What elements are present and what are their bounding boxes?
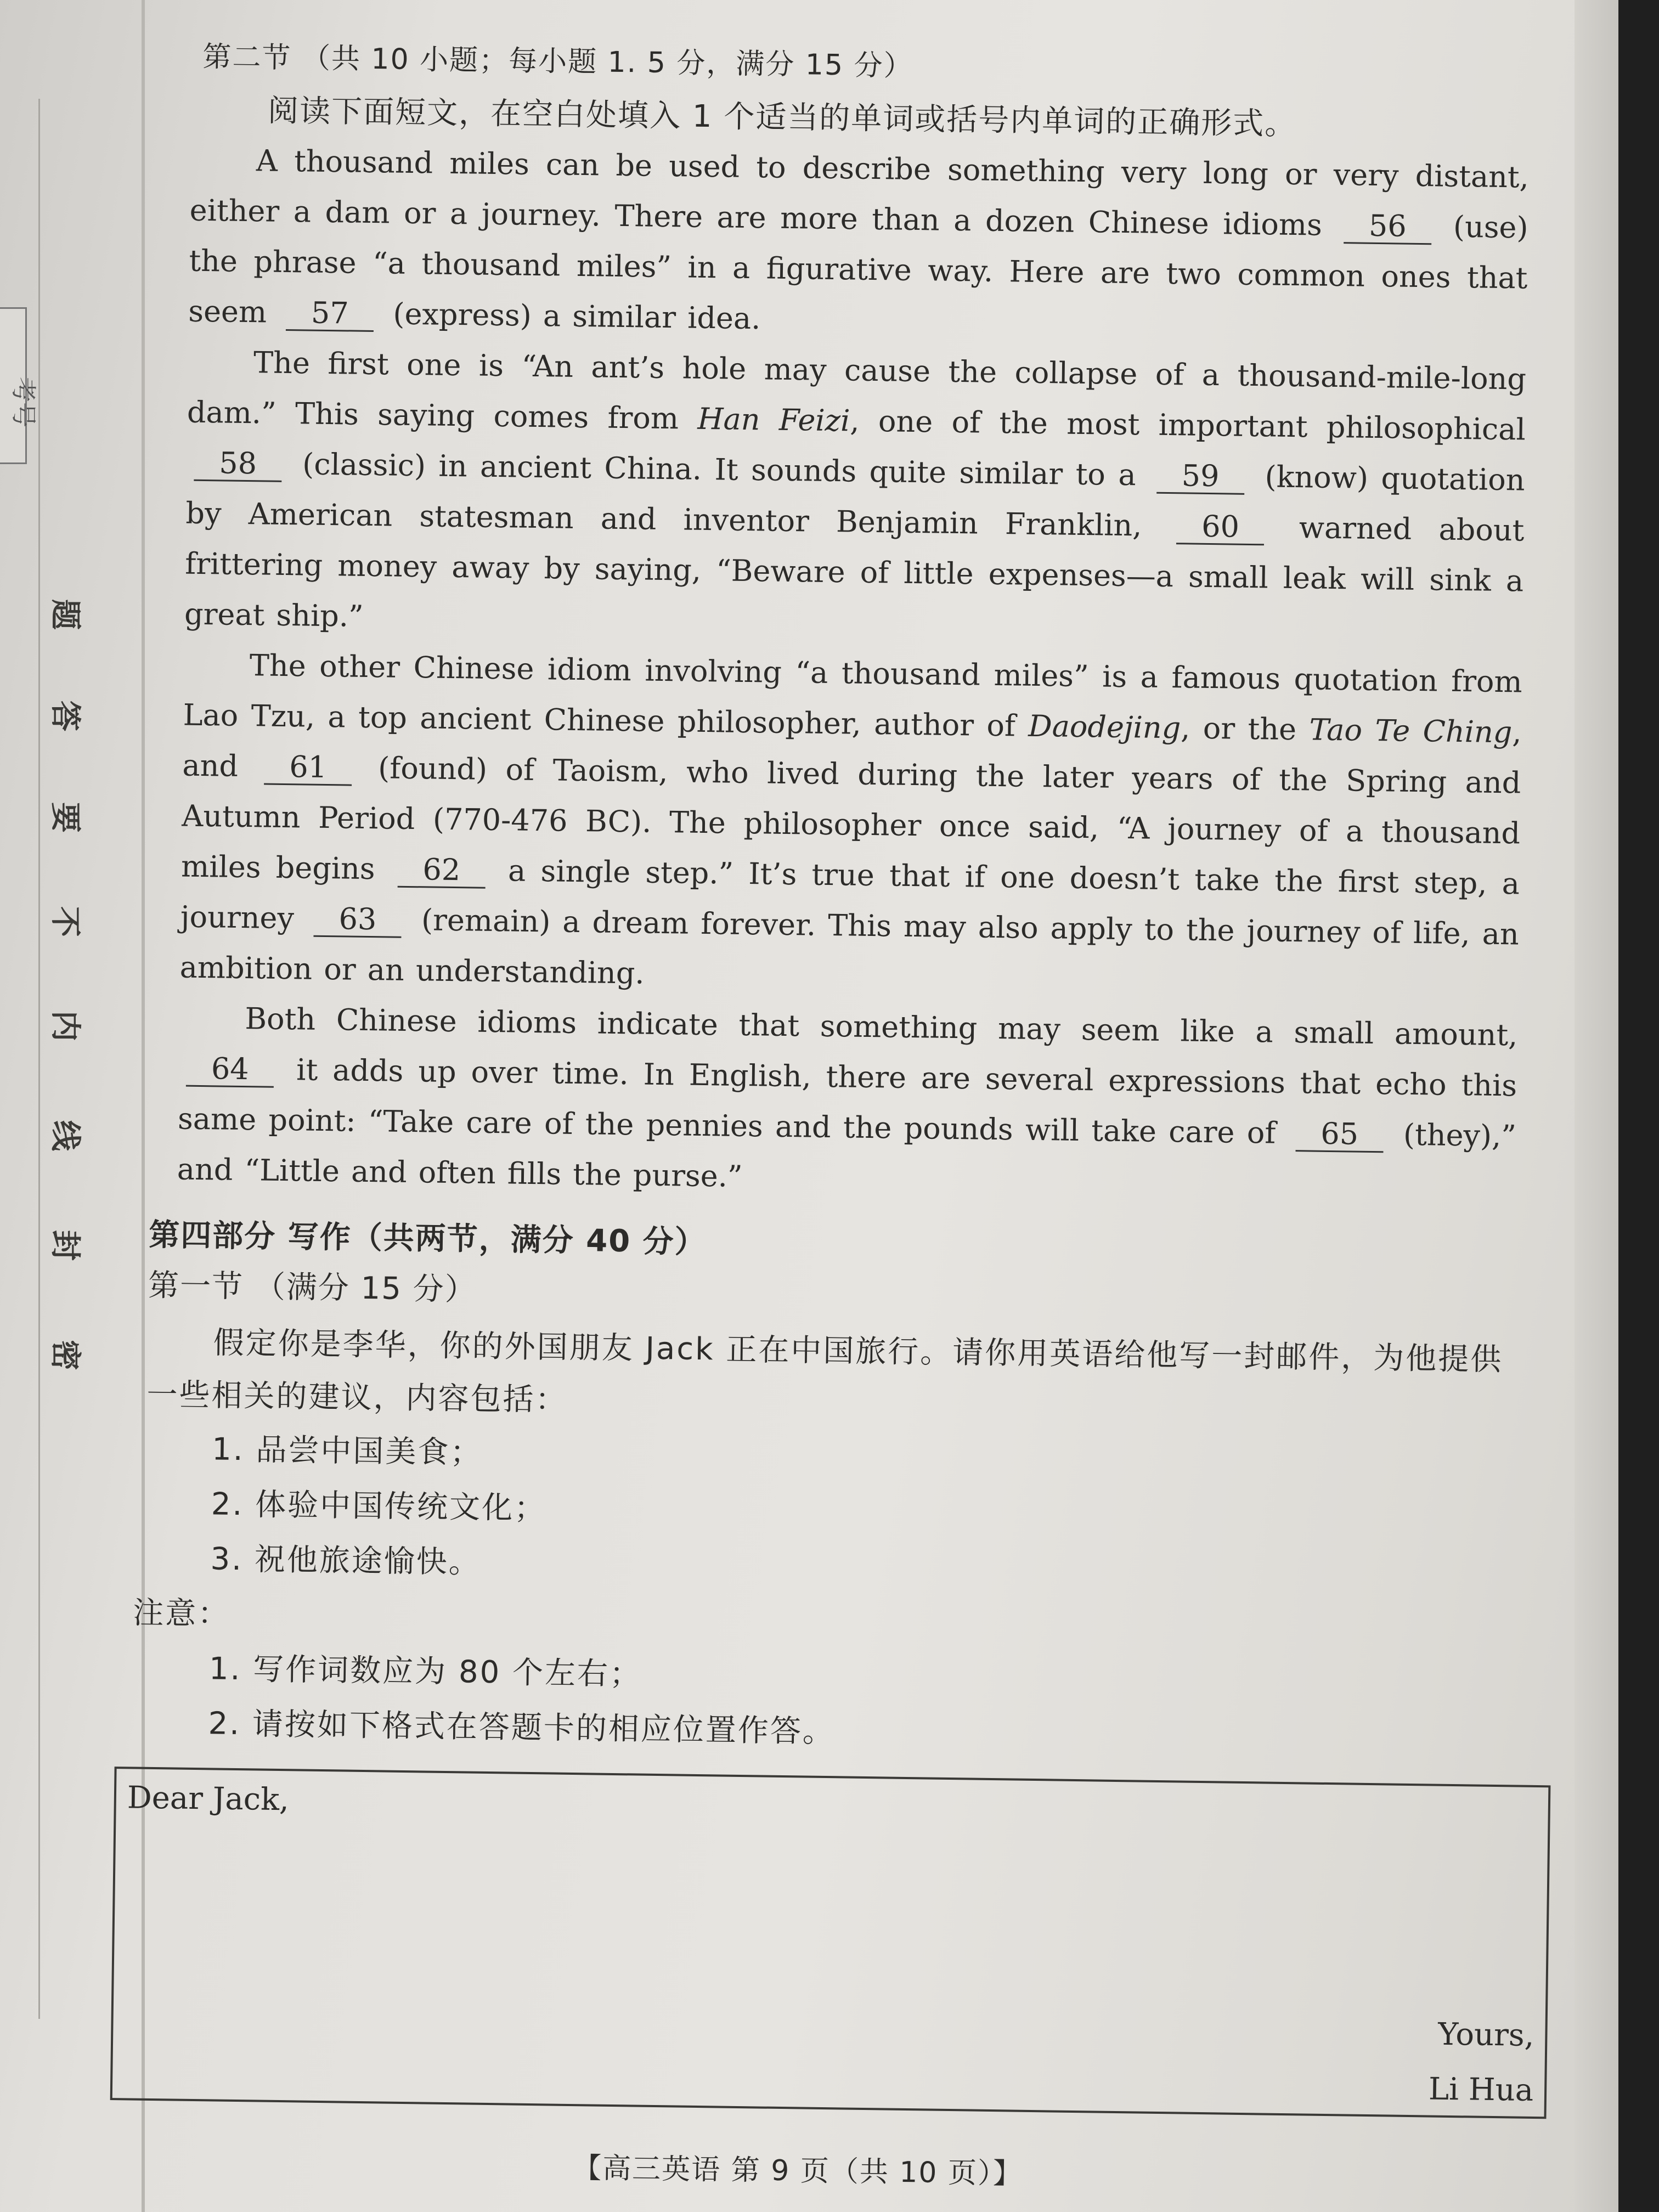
letter-closing: Yours, [1437,2016,1534,2053]
writing-item: 1. 品尝中国美食； [211,1431,483,1471]
margin-char: 要 [47,802,83,833]
blank-63[interactable]: 63 [314,902,402,938]
writing-item: 2. 体验中国传统文化； [211,1486,547,1527]
note-item: 1. 写作词数应为 80 个左右； [208,1651,642,1692]
passage-paragraph-2: The first one is “An ant’s hole may cause the collapse of a thousand-mile-long dam.” This saying comes from Han Feizi, one of the most important philosophical 58 (classic) in ancient China. It sounds quite similar to a 59 (know) quotation by American statesman and inventor Benjamin Franklin, 60 warned about frittering money away by saying, “Beware of little expenses—a small leak will sink a great ship.” [184,345,1527,634]
section-heading: 第二节 （共 10 小题；每小题 1. 5 分，满分 15 分） [202,40,913,83]
note-item: 2. 请按如下格式在答题卡的相应位置作答。 [208,1706,836,1750]
section-instruction: 阅读下面短文，在空白处填入 1 个适当的单词或括号内单词的正确形式。 [267,93,1297,143]
blank-56[interactable]: 56 [1344,209,1432,245]
writing-section-heading: 第一节 （满分 15 分） [148,1267,477,1308]
note-label: 注意： [132,1595,230,1632]
margin-char: 线 [47,1120,83,1151]
letter-greeting: Dear Jack, [127,1780,290,1818]
margin-char: 答 [47,701,83,731]
page-content [127,33,1534,2198]
writing-item: 3. 祝他旅途愉快。 [210,1541,482,1581]
student-id-label: 考号 [9,377,38,427]
blank-57[interactable]: 57 [286,296,374,332]
passage-paragraph-3: The other Chinese idiom involving “a thousand miles” is a famous quotation from Lao Tzu, a top ancient Chinese philosopher, author of Daodejing, or the Tao Te Ching, and 61 (found) of Taoism, who lived during the later years of the Spring and Autumn Period (770-476 BC). The philosopher once said, “A journey of a thousand miles begins 62 a single step.” It’s true that if one doesn’t take the first step, a journey 63 (remain) a dream forever. This may also apply to the journey of life, an ambition or an understanding. [179,648,1523,991]
book-title: Daodejing [1028,708,1181,746]
writing-part-heading: 第四部分 写作（共两节，满分 40 分） [148,1217,707,1261]
answer-format-box[interactable] [110,1767,1551,2119]
book-title: Tao Te Ching [1309,712,1513,750]
book-title: Han Feizi [697,401,850,438]
passage-paragraph-4: Both Chinese idioms indicate that something may seem like a small amount, 64 it adds up over time. In English, there are several expressions that echo this same point: “Take care of the pennies and the pounds will take care of 65 (they),” and “Little and often fills the purse.” [177,1001,1518,1194]
adjacent-page [1575,0,1618,2212]
blank-62[interactable]: 62 [397,853,486,889]
blank-58[interactable]: 58 [194,447,282,482]
writing-prompt: 假定你是李华，你的外国朋友 Jack 正在中国旅行。请你用英语给他写一封邮件，为他提供一些相关的建议，内容包括： [146,1325,1503,1418]
margin-char: 密 [47,1340,83,1370]
blank-65[interactable]: 65 [1295,1117,1384,1153]
letter-signature: Li Hua [1428,2071,1534,2108]
margin-char: 封 [47,1230,83,1261]
blank-64[interactable]: 64 [186,1052,274,1088]
blank-60[interactable]: 60 [1176,510,1265,545]
margin-char: 内 [47,1011,83,1041]
margin-char: 不 [47,906,83,937]
passage-paragraph-1: A thousand miles can be used to describe something very long or very distant, either a dam or a journey. There are more than a dozen Chinese idioms 56 (use) the phrase “a thousand miles” in a figurative way. Here are two common ones that seem 57 (express) a similar idea. [188,143,1530,336]
blank-61[interactable]: 61 [264,750,352,786]
margin-char: 题 [47,599,83,630]
background-edge [1618,0,1659,2212]
page-footer: 【高三英语 第 9 页（共 10 页）】 [572,2152,1023,2191]
blank-59[interactable]: 59 [1156,459,1245,495]
